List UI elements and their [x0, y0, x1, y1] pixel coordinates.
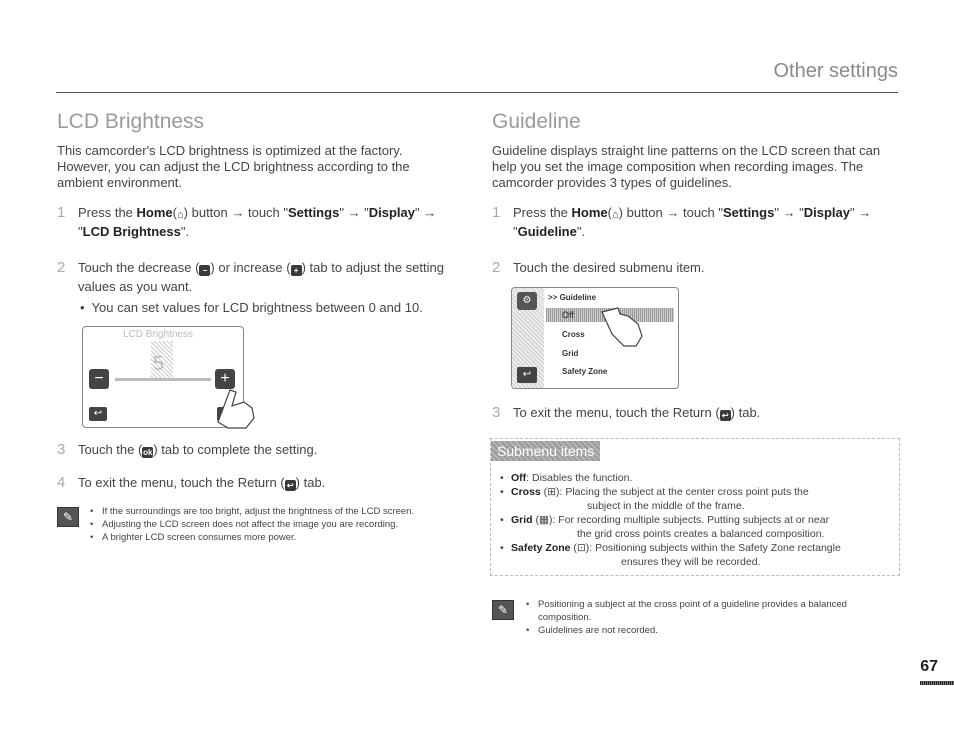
- cross-guide-icon: ⊞: [547, 486, 556, 498]
- guideline-title: Guideline: [492, 110, 581, 133]
- lcd-step-3: 3 Touch the (ok) tab to complete the setting.: [57, 441, 318, 458]
- lcd-brightness-title: LCD Brightness: [57, 110, 205, 133]
- return-button[interactable]: ↩: [89, 407, 107, 421]
- increase-button[interactable]: +: [215, 369, 235, 389]
- grid-guide-icon: ▦: [539, 514, 549, 526]
- note-item: • If the surroundings are too bright, adjust the brightness of the LCD screen.: [86, 505, 456, 518]
- lcd-step-1: 1 Press the Home(⌂) button → touch "Settings" → "Display" → "LCD Brightness".: [57, 204, 437, 239]
- page-number-bar: [920, 681, 954, 685]
- home-icon: ⌂: [612, 209, 619, 221]
- ok-icon: ok: [143, 448, 153, 457]
- brightness-slider[interactable]: [115, 378, 211, 381]
- pointing-hand-icon: [598, 306, 658, 352]
- note-icon: ✎: [57, 507, 79, 527]
- guideline-step-3: 3 To exit the menu, touch the Return ( ↩ ) tab.: [492, 404, 761, 421]
- lcd-range-bullet: • You can set values for LCD brightness between 0 and 10.: [80, 300, 423, 315]
- decrease-button[interactable]: −: [89, 369, 109, 389]
- note-icon: ✎: [492, 600, 514, 620]
- guideline-step-2: 2 Touch the desired submenu item.: [492, 259, 705, 276]
- guideline-step-1: 1 Press the Home(⌂) button → touch "Settings" → "Display" → "Guideline".: [492, 204, 872, 239]
- pointing-hand-icon: [210, 382, 270, 432]
- page-number: 67: [920, 658, 938, 675]
- safety-zone-icon: ⊡: [576, 542, 586, 554]
- menu-item-cross[interactable]: Cross: [562, 330, 585, 339]
- submenu-item-off: • Off: Disables the function.: [497, 471, 893, 485]
- menu-item-safety-zone[interactable]: Safety Zone: [562, 367, 608, 376]
- return-icon: ↩: [285, 480, 296, 491]
- increase-icon: +: [291, 265, 302, 276]
- note-item: • Guidelines are not recorded.: [522, 624, 892, 637]
- lcd-step-4: 4 To exit the menu, touch the Return ( ↩ ) tab.: [57, 474, 326, 491]
- menu-item-off[interactable]: Off: [546, 308, 674, 322]
- note-item: • A brighter LCD screen consumes more power.: [86, 531, 456, 544]
- lcd-notes: [86, 505, 456, 544]
- submenu-item-grid: • Grid (▦): For recording multiple subjects. Putting subjects at or near: [497, 513, 893, 527]
- guideline-menu-screen: [511, 287, 679, 389]
- page-header-title: Other settings: [773, 60, 898, 82]
- header-divider: [56, 92, 898, 93]
- note-item: • Positioning a subject at the cross point of a guideline provides a balanced composition.: [522, 598, 892, 624]
- return-button[interactable]: ↩: [517, 367, 537, 383]
- decrease-icon: −: [199, 265, 210, 276]
- submenu-item-cross: • Cross (⊞): Placing the subject at the center cross point puts the: [497, 485, 893, 499]
- submenu-items-box: [490, 438, 900, 576]
- submenu-list: • Off: Disables the function. • Cross (⊞): Placing the subject at the center cross point puts the subject in the middle of the frame. • Grid (▦): For recording multiple subjects. Putting subjects at or near the grid cross points creates a balanced composition. • Safety Zone (⊡): Positioning subjects within the Safety Zone rectangle ensures they will be recorded.: [497, 471, 893, 569]
- menu-item-grid[interactable]: Grid: [562, 349, 579, 358]
- return-icon: ↩: [720, 410, 731, 421]
- menu-header: >> Guideline: [548, 293, 597, 302]
- note-item: • Adjusting the LCD screen does not affect the image you are recording.: [86, 518, 456, 531]
- guideline-notes: [522, 598, 892, 637]
- lcd-step-2: 2 Touch the decrease ( − ) or increase ( + ) tab to adjust the setting values as you want.: [57, 259, 444, 294]
- lcd-brightness-intro: This camcorder's LCD brightness is optimized at the factory. However, you can adjust the LCD brightness according to the ambient environment.: [57, 143, 410, 190]
- guideline-intro: Guideline displays straight line patterns on the LCD screen that can help you set the image composition when recording images. The camcorder provides 3 types of guidelines.: [492, 143, 881, 190]
- brightness-value: 5: [153, 353, 165, 375]
- submenu-item-safety-zone: • Safety Zone (⊡): Positioning subjects within the Safety Zone rectangle: [497, 541, 893, 555]
- settings-icon: ⚙: [517, 292, 537, 310]
- submenu-items-title: Submenu items: [491, 441, 600, 461]
- screen-label: LCD Brightness: [123, 329, 194, 340]
- home-icon: ⌂: [177, 209, 184, 221]
